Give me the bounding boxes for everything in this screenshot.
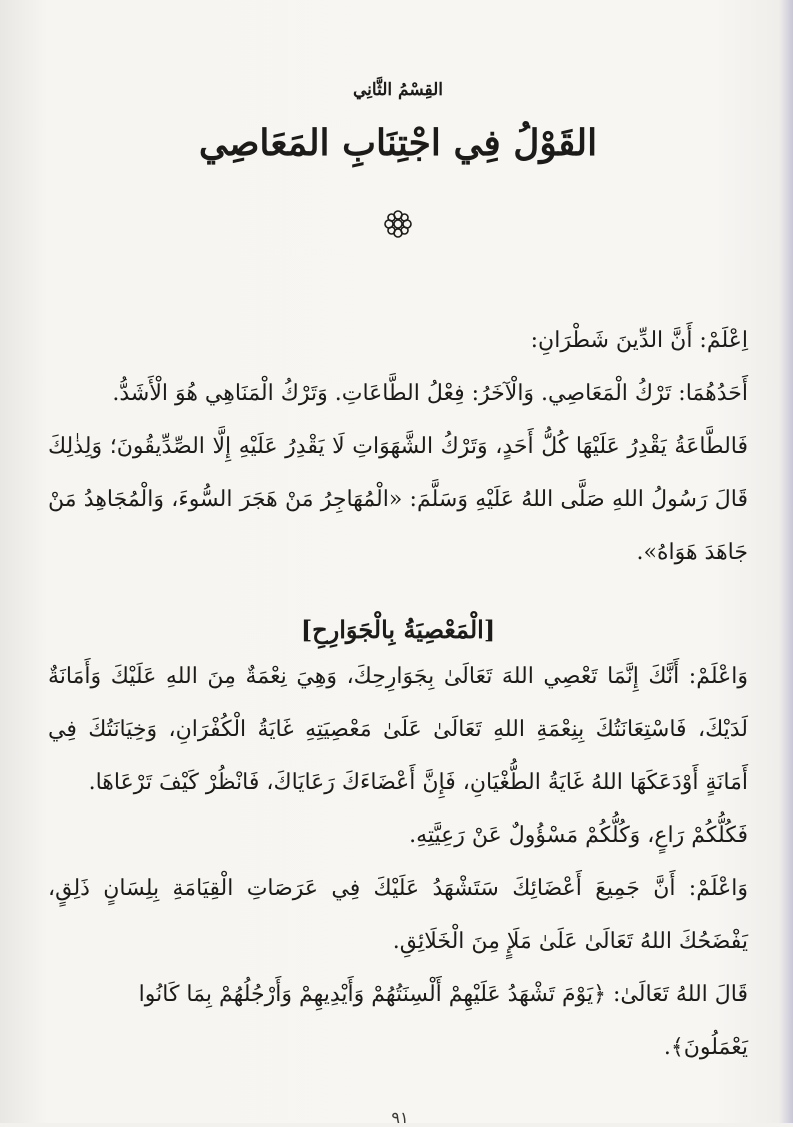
page-edge-shadow (779, 0, 793, 1123)
intro-paragraph-2: أَحَدُهُمَا: تَرْكُ الْمَعَاصِي. وَالْآخَرُ: فِعْلُ الطَّاعَاتِ. وَتَرْكُ الْمَنَاهِي هُوَ الْأَشَدُّ. (112, 381, 748, 406)
page-content (48, 80, 748, 1074)
chapter-title: القَوْلُ فِي اجْتِنَابِ المَعَاصِي (198, 122, 598, 164)
page-number: ٩١ (391, 1108, 409, 1127)
intro-paragraph-3: فَالطَّاعَةُ يَقْدِرُ عَلَيْهَا كُلُّ أَحَدٍ، وَتَرْكُ الشَّهَوَاتِ لَا يَقْدِرُ عَلَيْهِ إِلَّا الصِّدِّيقُونَ؛ وَلِذٰلِكَ قَالَ رَسُولُ اللهِ صَلَّى اللهُ عَلَيْهِ وَسَلَّمَ: «الْمُهَاجِرُ مَنْ هَجَرَ السُّوءَ، وَالْمُجَاهِدُ مَنْ جَاهَدَ هَوَاهُ». (48, 434, 748, 565)
main-paragraph-3: وَاعْلَمْ: أَنَّ جَمِيعَ أَعْضَائِكَ سَتَشْهَدُ عَلَيْكَ فِي عَرَصَاتِ الْقِيَامَةِ بِلِسَانٍ ذَلِقٍ، يَفْضَحُكَ اللهُ تَعَالَىٰ عَلَىٰ مَلَإٍ مِنَ الْخَلَائِقِ. (48, 876, 748, 954)
intro-paragraph-1: اِعْلَمْ: أَنَّ الدِّينَ شَطْرَانِ: (530, 328, 748, 353)
section-label: القِسْمُ الثَّانِي (352, 80, 443, 100)
ornament-divider-icon (378, 204, 418, 244)
main-paragraph-4: قَالَ اللهُ تَعَالَىٰ: ﴿يَوْمَ تَشْهَدُ عَلَيْهِمْ أَلْسِنَتُهُمْ وَأَيْدِيهِمْ وَأَرْجُلُهُمْ بِمَا كَانُوا يَعْمَلُونَ﴾. (138, 982, 748, 1060)
main-paragraph-1: وَاعْلَمْ: أَنَّكَ إِنَّمَا تَعْصِي اللهَ تَعَالَىٰ بِجَوَارِحِكَ، وَهِيَ نِعْمَةٌ مِنَ اللهِ عَلَيْكَ وَأَمَانَةٌ لَدَيْكَ، فَاسْتِعَانَتُكَ بِنِعْمَةِ اللهِ تَعَالَىٰ عَلَىٰ مَعْصِيَتِهِ غَايَةُ الْكُفْرَانِ، وَخِيَانَتُكَ فِي أَمَانَةٍ أَوْدَعَكَهَا اللهُ غَايَةُ الطُّغْيَانِ، فَإِنَّ أَعْضَاءَكَ رَعَايَاكَ، فَانْظُرْ كَيْفَ تَرْعَاهَا. (48, 664, 748, 795)
main-paragraph-2: فَكُلُّكُمْ رَاعٍ، وَكُلُّكُمْ مَسْؤُولٌ عَنْ رَعِيَّتِهِ. (409, 823, 748, 848)
subheading: [الْمَعْصِيَةُ بِالْجَوَارِحِ] (300, 615, 496, 644)
